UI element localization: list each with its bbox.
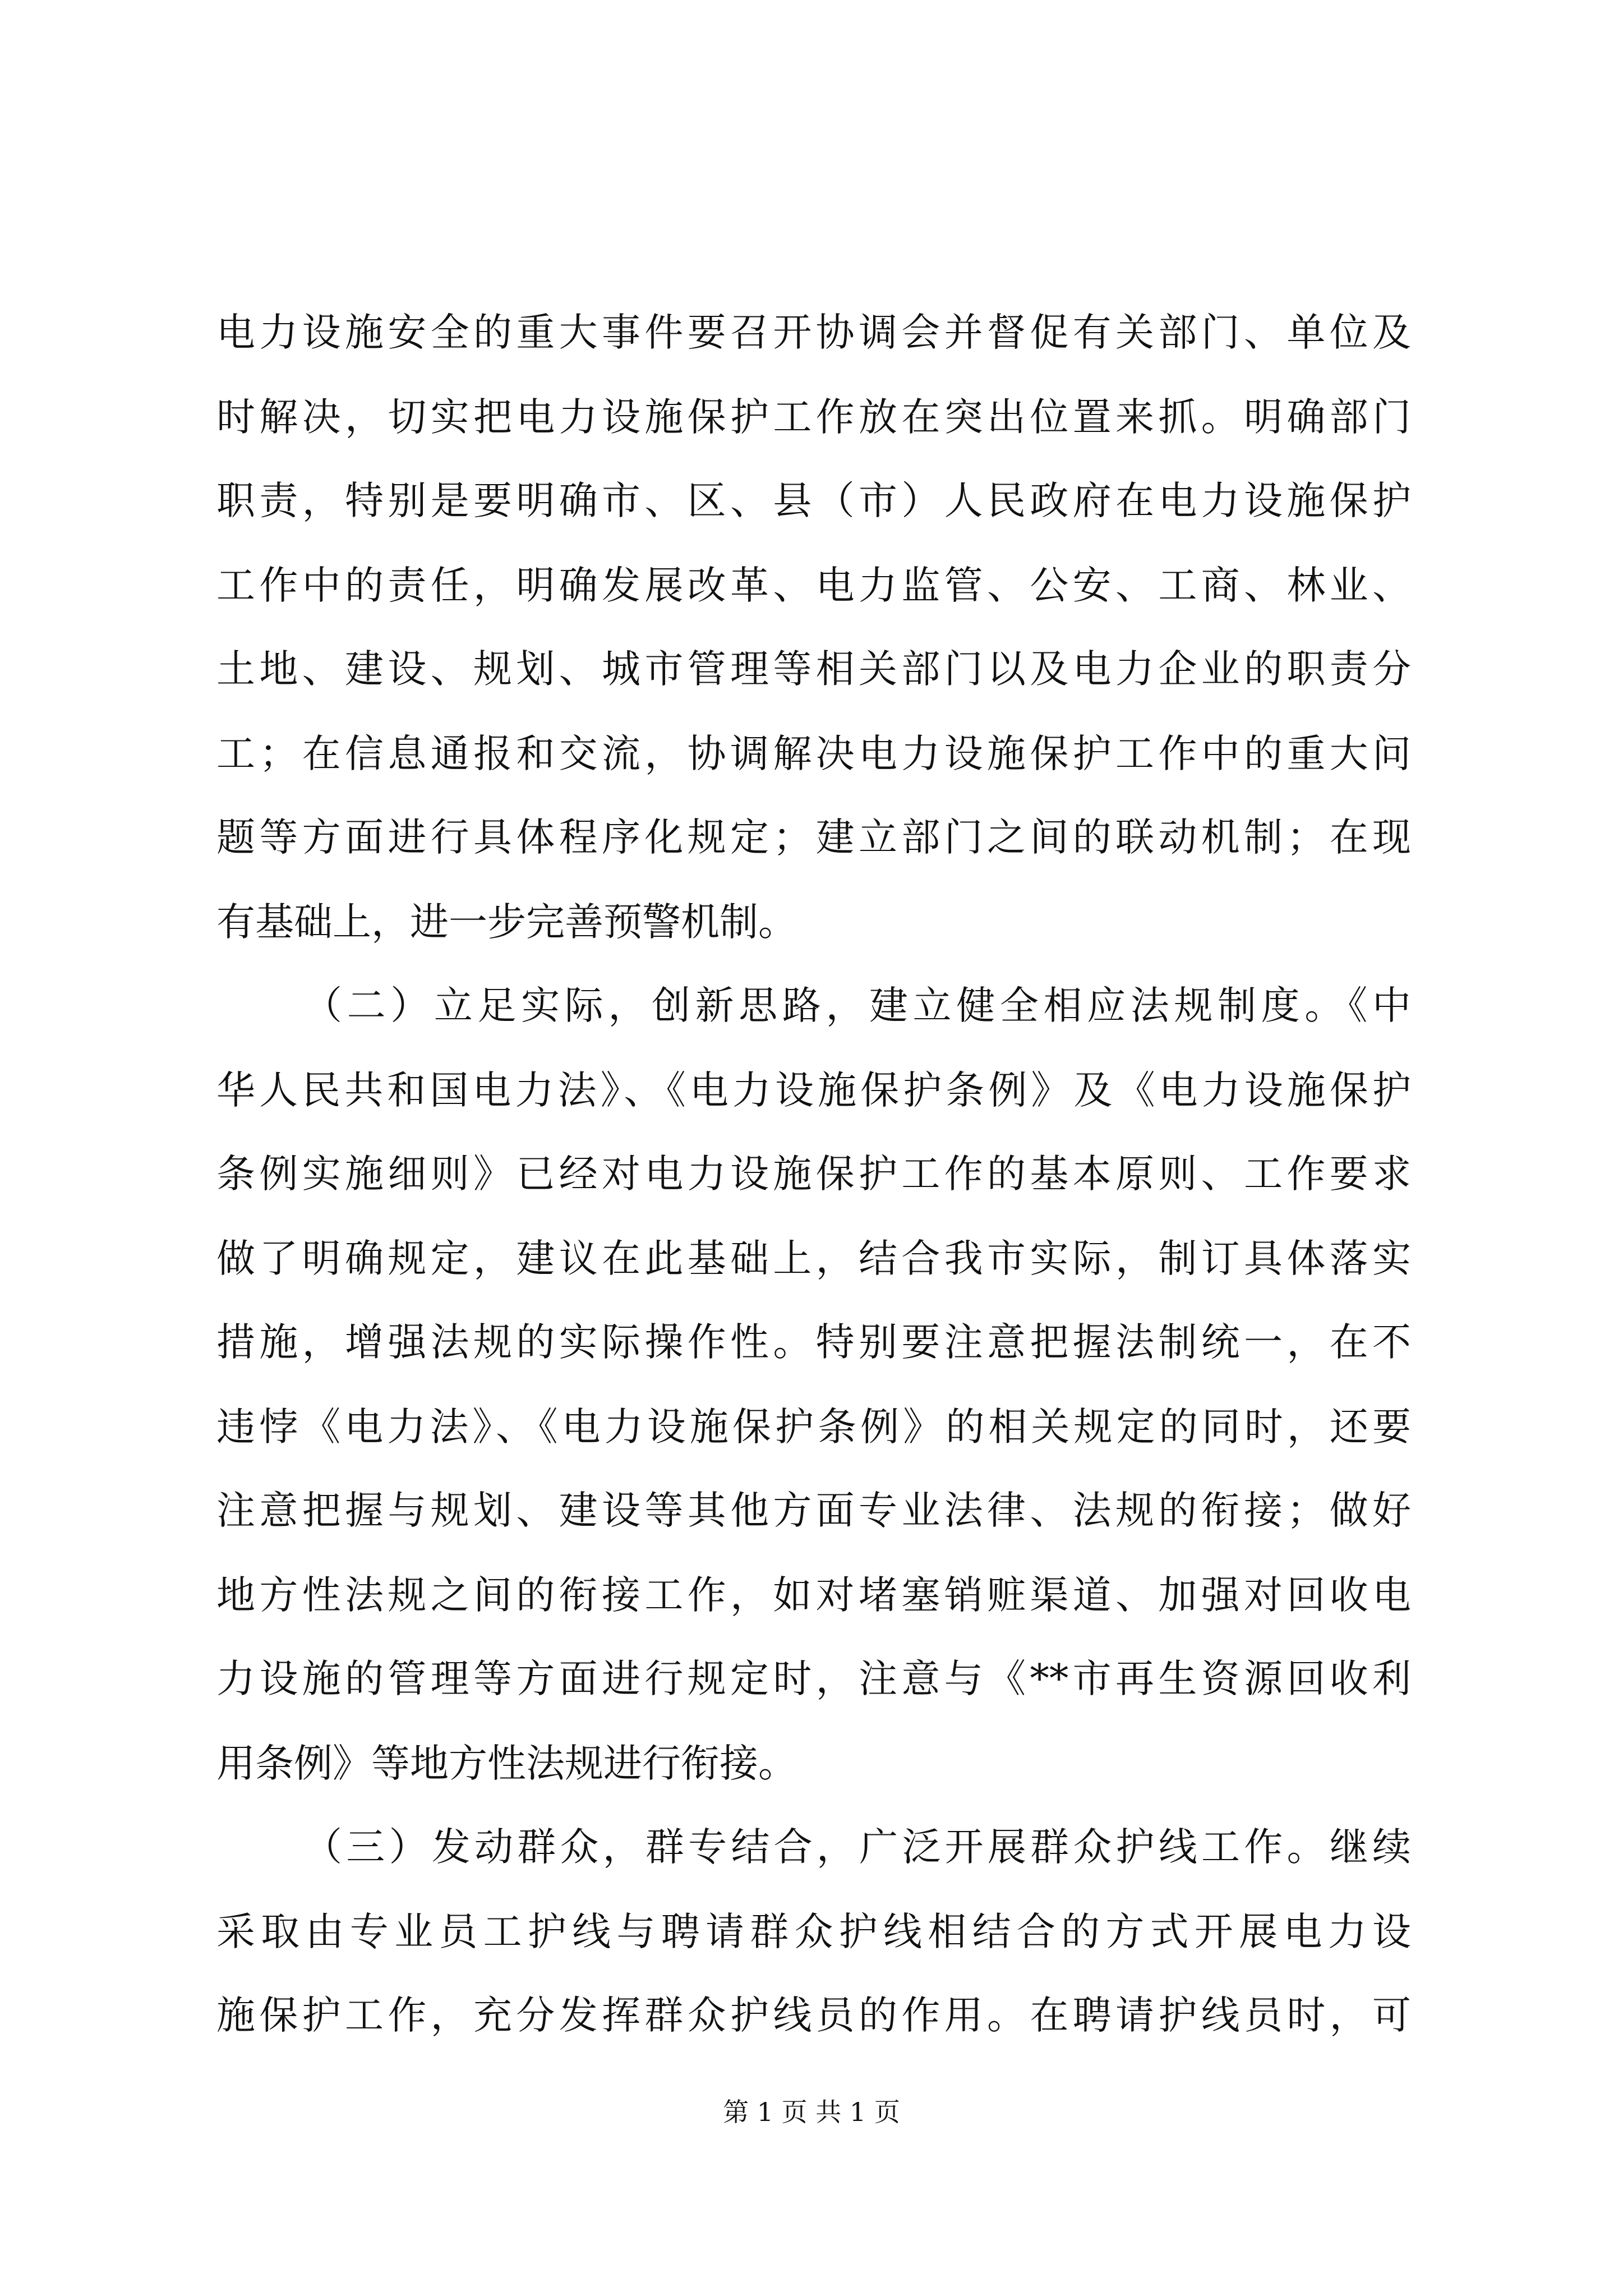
paragraph-line: 地方性法规之间的衔接工作，如对堵塞销赃渠道、加强对回收电: [216, 1573, 1411, 1618]
page-number-footer: 第 1 页 共 1 页: [723, 2097, 900, 2127]
paragraph-line: 电力设施安全的重大事件要召开协调会并督促有关部门、单位及: [216, 310, 1411, 355]
paragraph-line: 采取由专业员工护线与聘请群众护线相结合的方式开展电力设: [216, 1910, 1411, 1954]
paragraph-line: 工作中的责任，明确发展改革、电力监管、公安、工商、林业、: [216, 563, 1411, 608]
paragraph-line: 用条例》等地方性法规进行衔接。: [216, 1741, 797, 1786]
paragraph-line: 华人民共和国电力法》、《电力设施保护条例》及《电力设施保护: [216, 1068, 1411, 1113]
paragraph-line: 违悖《电力法》、《电力设施保护条例》的相关规定的同时，还要: [216, 1405, 1411, 1450]
paragraph-line: （二）立足实际，创新思路，建立健全相应法规制度。《中: [303, 983, 1411, 1028]
paragraph-line: 题等方面进行具体程序化规定；建立部门之间的联动机制；在现: [216, 815, 1411, 860]
paragraph-line: 有基础上，进一步完善预警机制。: [216, 900, 797, 945]
paragraph-line: 土地、建设、规划、城市管理等相关部门以及电力企业的职责分: [216, 647, 1411, 692]
paragraph-line: 工；在信息通报和交流，协调解决电力设施保护工作中的重大问: [216, 731, 1411, 776]
paragraph-line: 施保护工作，充分发挥群众护线员的作用。在聘请护线员时，可: [216, 1993, 1411, 2038]
paragraph-line: （三）发动群众，群专结合，广泛开展群众护线工作。继续: [303, 1825, 1411, 1870]
paragraph-line: 做了明确规定，建议在此基础上，结合我市实际，制订具体落实: [216, 1236, 1411, 1281]
paragraph-line: 条例实施细则》已经对电力设施保护工作的基本原则、工作要求: [216, 1152, 1411, 1197]
paragraph-line: 职责，特别是要明确市、区、县（市）人民政府在电力设施保护: [216, 478, 1411, 523]
paragraph-line: 措施，增强法规的实际操作性。特别要注意把握法制统一，在不: [216, 1320, 1411, 1365]
paragraph-line: 力设施的管理等方面进行规定时，注意与《**市再生资源回收利: [216, 1657, 1411, 1701]
paragraph-line: 时解决，切实把电力设施保护工作放在突出位置来抓。明确部门: [216, 395, 1411, 440]
paragraph-line: 注意把握与规划、建设等其他方面专业法律、法规的衔接；做好: [216, 1488, 1411, 1533]
